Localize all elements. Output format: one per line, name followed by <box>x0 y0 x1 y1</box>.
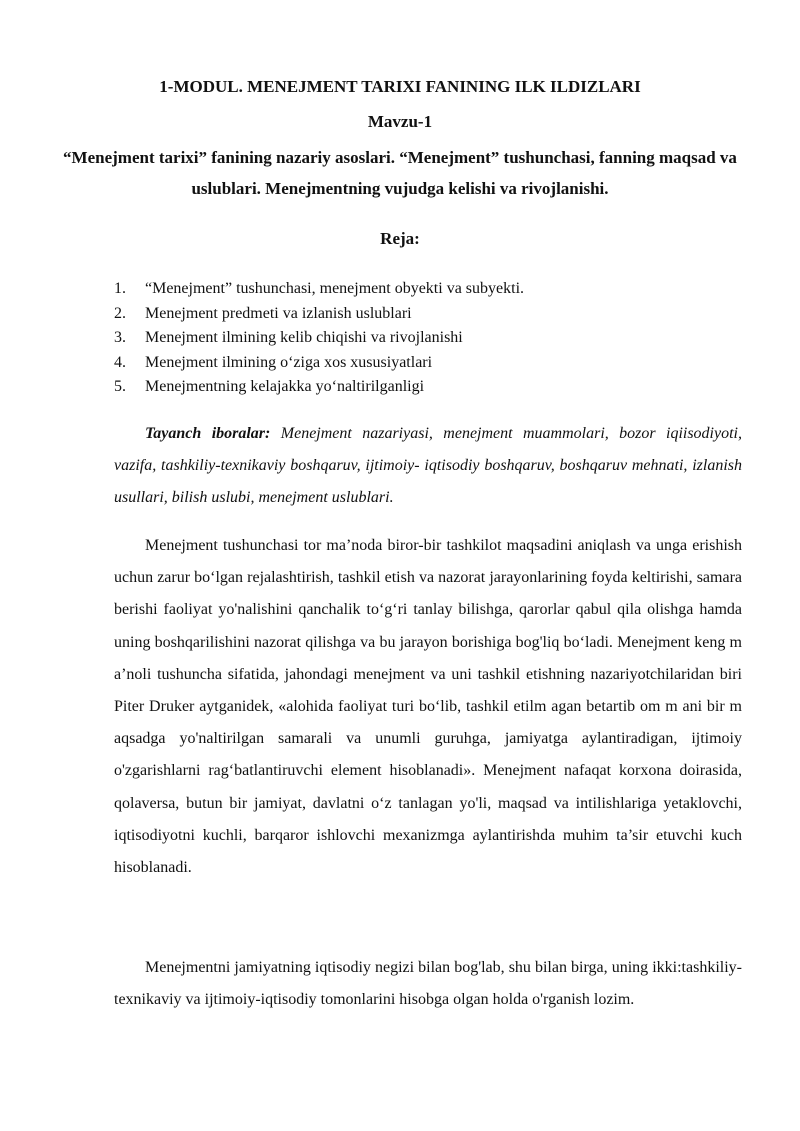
keywords-label: Tayanch iboralar: <box>145 425 271 442</box>
body-paragraph-2: Menejmentni jamiyatning iqtisodiy negizi bilan bog'lab, shu bilan birga, uning ikki:tashkiliy-texnikaviy va ijtimoiy-iqtisodiy tomonlarini hisobga olgan holda o'rganish lozim. <box>114 959 742 1009</box>
plan-item-text: Menejment ilmining o‘ziga xos xususiyatlari <box>145 353 433 371</box>
topic-label: Mavzu-1 <box>367 112 433 131</box>
body-paragraph-1: Menejment tushunchasi tor ma’noda biror-bir tashkilot maqsadini aniqlash va unga erishish uchun zarur bo‘lgan rejalashtirish, tashkil etish va nazorat jarayonlarining foyda keltirishi, samara berishi faoliyat yo'nalishini qanchalik to‘g‘ri tanlay bilishga, qarorlar qabul qila olishga hamda uning boshqarilishini nazorat qilishga va bu jarayon borishiga bog'liq bo‘ladi. Menejment keng m a’noli tushuncha sifatida, jahondagi menejment va uni tashkil etishning nazariyotchilaridan biri Piter Druker aytganidek, «alohida faoliyat turi bo‘lib, tashkil etilm agan betartib om m ani bir m aqsadga yo'naltirilgan samarali va unumli guruhga, jamiyatga aylantiradigan, ijtimoiy o'zgarishlarni rag‘batlantiruvchi element hisoblanadi». Menejment nafaqat korxona doirasida, qolaversa, butun bir jamiyat, davlatni o‘z tanlagan yo'li, maqsad va intilishlariga yetaklovchi, iqtisodiyotni kuchli, barqaror ishlovchi mexanizmga aylantirishda muhim ta’sir etuvchi kuch hisoblanadi. <box>114 537 742 877</box>
plan-item-number: 1. <box>114 280 126 297</box>
plan-item-number: 5. <box>114 378 126 395</box>
plan-item-text: “Menejment” tushunchasi, menejment obyekti va subyekti. <box>145 280 525 297</box>
plan-item <box>114 351 524 376</box>
plan-title: Reja: <box>380 229 420 248</box>
plan-item-number: 3. <box>114 329 126 346</box>
plan-item <box>114 302 524 327</box>
keywords-text: Menejment nazariyasi, menejment muammolari, bozor iqiisodiyoti, vazifa, tashkiliy-texnikaviy boshqaruv, ijtimoiy- iqtisodiy boshqaruv, boshqaruv mehnati, izlanish usullari, bilish uslubi, menejment uslublari. <box>114 425 742 507</box>
keywords-paragraph <box>114 418 742 515</box>
plan-item-number: 4. <box>114 353 126 371</box>
plan-item <box>114 326 524 351</box>
plan-item-text: Menejment ilmining kelib chiqishi va rivojlanishi <box>145 329 463 346</box>
module-title: 1-MODUL. MENEJMENT TARIXI FANINING ILK ILDIZLARI <box>159 77 641 96</box>
plan-item <box>114 375 524 400</box>
plan-item-number: 2. <box>114 304 126 322</box>
topic-title: “Menejment tarixi” fanining nazariy asoslari. “Menejment” tushunchasi, fanning maqsad va uslublari. Menejmentning vujudga kelishi va rivojlanishi. <box>63 148 737 198</box>
plan-item-text: Menejment predmeti va izlanish uslublari <box>145 304 412 322</box>
plan-item <box>114 277 524 302</box>
plan-list <box>114 277 524 400</box>
plan-item-text: Menejmentning kelajakka yo‘naltirilganligi <box>145 378 425 395</box>
